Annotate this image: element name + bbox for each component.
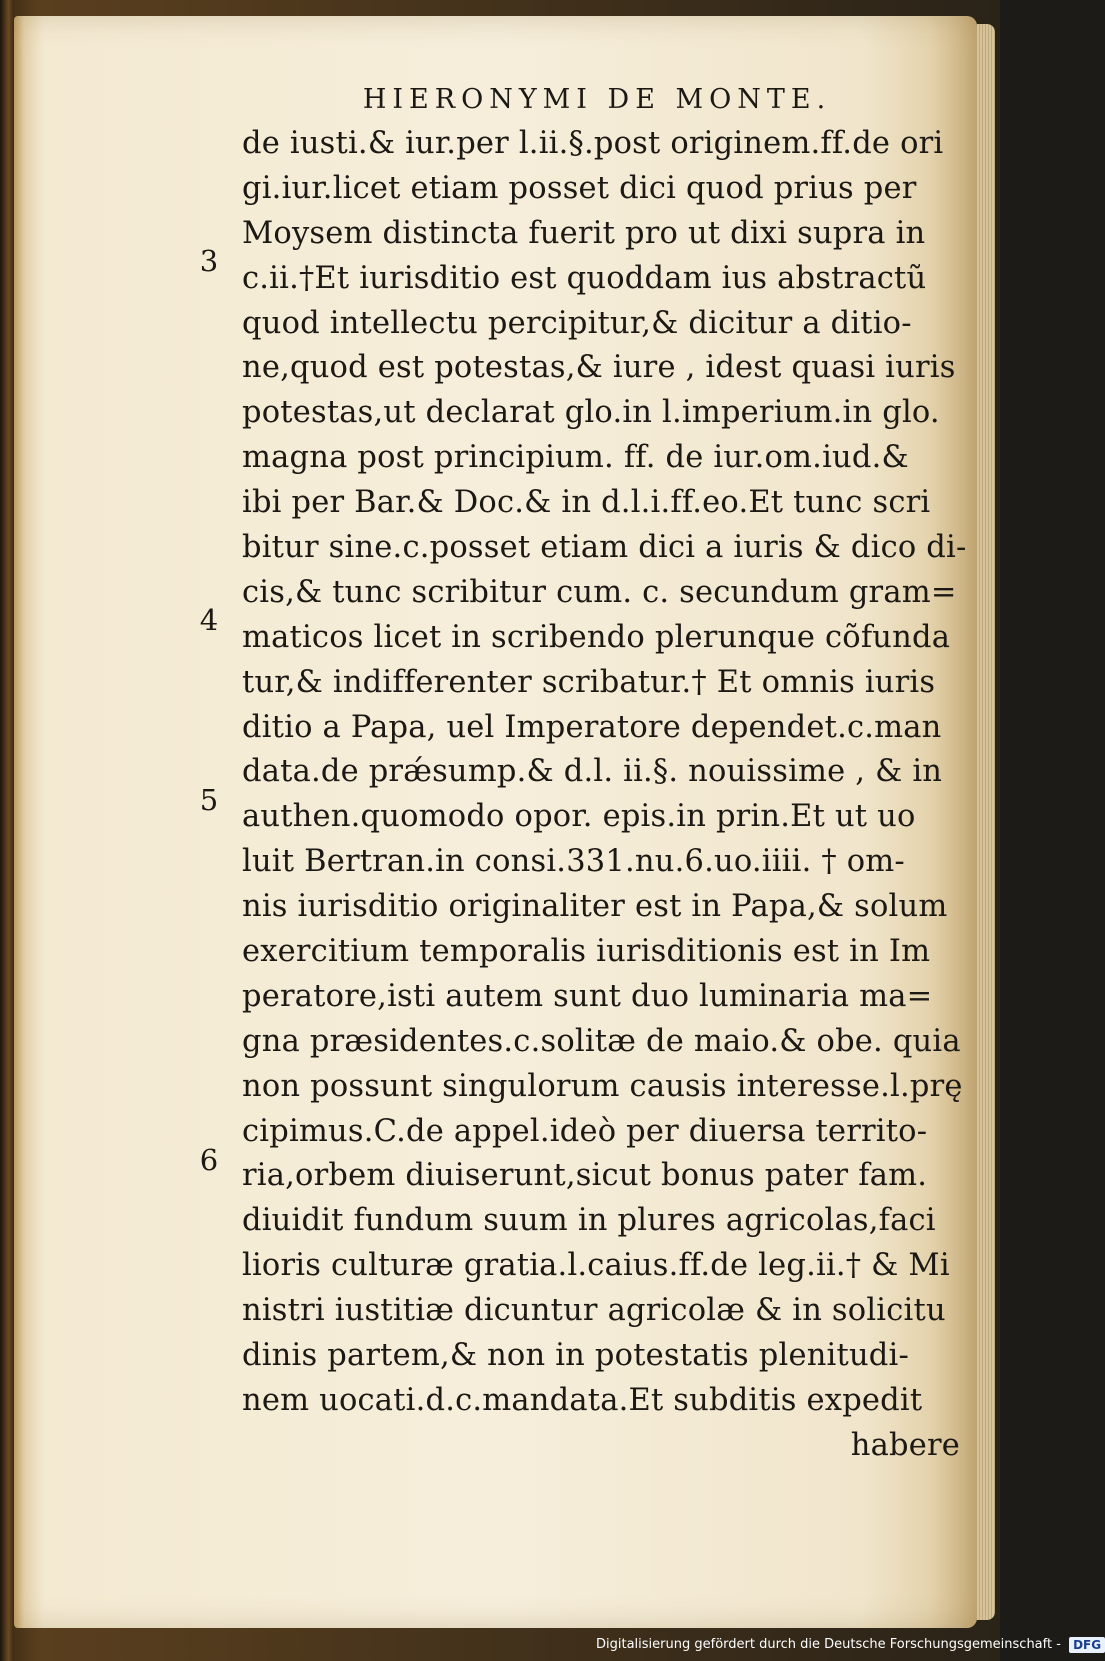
text-lines — [242, 122, 967, 1424]
text-line: non possunt singulorum causis interesse.l.prę — [242, 1068, 963, 1104]
text-line: data.de prǽsump.& d.l. ii.§. nouissime , & in — [242, 754, 943, 790]
running-head: HIERONYMI DE MONTE. — [362, 84, 832, 115]
margin-number-5: 5 — [199, 783, 219, 817]
text-line: magna post principium. ff. de iur.om.iud.& — [242, 440, 909, 476]
text-line: authen.quomodo opor. epis.in prin.Et ut uo — [242, 799, 916, 835]
text-line: cis,& tunc scribitur cum. c. secundum gram= — [242, 574, 957, 610]
text-line: ditio a Papa, uel Imperatore dependet.c.man — [242, 709, 942, 745]
text-line: Moysem distincta fuerit pro ut dixi supra in — [242, 215, 926, 251]
dfg-logo: DFG — [1069, 1637, 1105, 1653]
text-line: lioris culturæ gratia.l.caius.ff.de leg.ii.† & Mi — [242, 1248, 950, 1284]
text-line: dinis partem,& non in potestatis plenitudi- — [242, 1338, 909, 1374]
text-line: tur,& indifferenter scribatur.† Et omnis iuris — [242, 664, 936, 700]
text-line: maticos licet in scribendo plerunque cõfunda — [242, 619, 951, 655]
digitization-footer — [596, 1634, 1102, 1656]
text-line: nis iurisditio originaliter est in Papa,& solum — [242, 889, 948, 925]
text-line: gna præsidentes.c.solitæ de maio.& obe. quia — [242, 1023, 961, 1059]
footer-text: Digitalisierung gefördert durch die Deutsche Forschungsgemeinschaft - — [596, 1637, 1061, 1652]
page-stack-edge — [977, 24, 995, 1620]
text-line: bitur sine.c.posset etiam dici a iuris & dico di- — [242, 530, 967, 566]
text-line: nistri iustitiæ dicuntur agricolæ & in solicitu — [242, 1293, 946, 1329]
text-line: potestas,ut declarat glo.in l.imperium.in glo. — [242, 395, 940, 431]
text-line: cipimus.C.de appel.ideò per diuersa territo- — [242, 1113, 928, 1149]
text-line: luit Bertran.in consi.331.nu.6.uo.iiii. † om- — [242, 844, 905, 880]
text-line: peratore,isti autem sunt duo luminaria ma= — [242, 978, 933, 1014]
text-line: nem uocati.d.c.mandata.Et subditis expedit — [242, 1382, 923, 1418]
margin-number-6: 6 — [199, 1143, 219, 1177]
text-line: c.ii.†Et iurisditio est quoddam ius abstractũ — [242, 260, 927, 296]
text-line: ria,orbem diuiserunt,sicut bonus pater fam. — [242, 1158, 928, 1194]
book-cover-edge — [0, 0, 14, 1661]
text-line: exercitium temporalis iurisditionis est in Im — [242, 934, 931, 970]
text-line: gi.iur.licet etiam posset dici quod prius per — [242, 170, 917, 206]
text-line: ibi per Bar.& Doc.& in d.l.i.ff.eo.Et tunc scri — [242, 485, 931, 521]
text-line: quod intellectu percipitur,& dicitur a ditio- — [242, 305, 912, 341]
margin-number-4: 4 — [199, 603, 219, 637]
page-text — [199, 78, 967, 1469]
margin-number-3: 3 — [199, 244, 219, 278]
text-line: ne,quod est potestas,& iure , idest quasi iuris — [242, 350, 956, 386]
text-line: de iusti.& iur.per l.ii.§.post originem.ff.de ori — [242, 126, 944, 161]
catchword: habere — [850, 1427, 960, 1463]
text-line: diuidit fundum suum in plures agricolas,faci — [242, 1203, 936, 1239]
